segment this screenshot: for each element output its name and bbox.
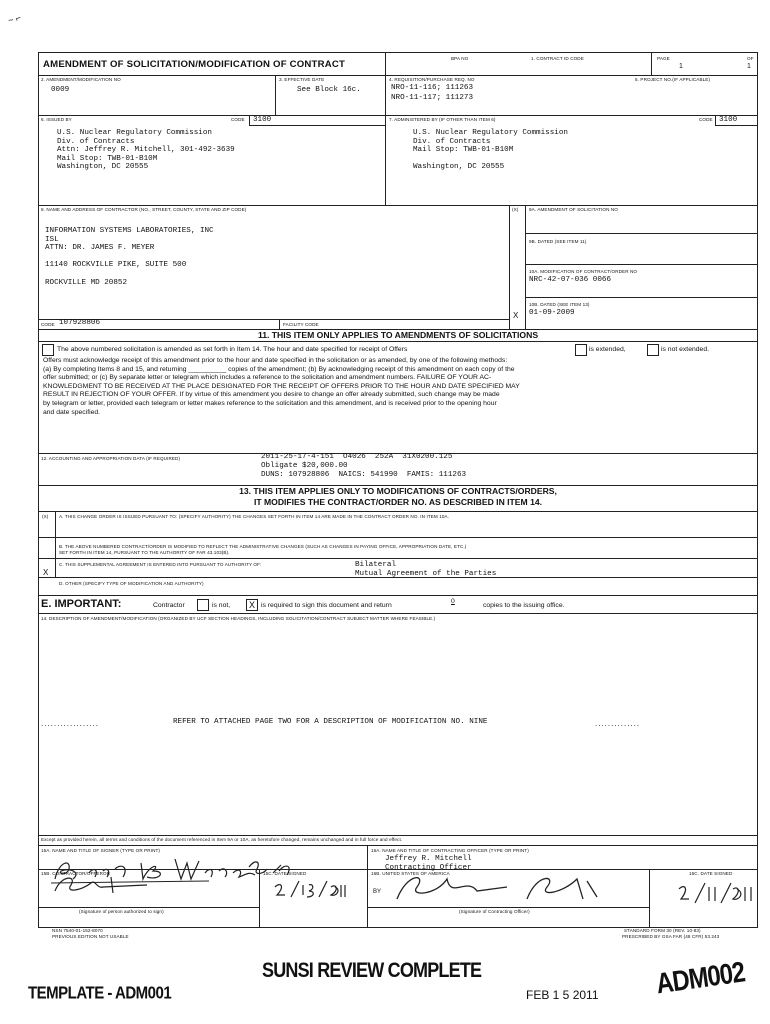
item13-c-value-1: Bilateral: [355, 561, 397, 569]
item13-c-text: C. THIS SUPPLEMENTAL AGREEMENT IS ENTERED INTO PURSUANT TO AUTHORITY OF:: [59, 562, 262, 567]
not-extended-checkbox[interactable]: [647, 344, 659, 356]
facility-code-label: FACILITY CODE: [283, 322, 319, 327]
page-total: 1: [747, 63, 751, 70]
item14-text: REFER TO ATTACHED PAGE TWO FOR A DESCRIPTION OF MODIFICATION NO. NINE: [173, 718, 488, 726]
officer-sig-caption: (Signature of Contracting Officer): [459, 909, 530, 914]
amendment-no-label: 2. AMENDMENT/MODIFICATION NO: [41, 77, 121, 82]
item14-dots-right: ..............: [595, 719, 641, 728]
signer-name-label: 15A. NAME AND TITLE OF SIGNER (TYPE OR PRINT): [41, 848, 161, 853]
not-extended-text: is not extended.: [661, 346, 709, 353]
accounting-line: Obligate $20,000.00: [261, 462, 348, 470]
accounting-line: 2011-25-17-4-151 O4026 252A 31X0200.125: [261, 453, 453, 461]
signer-date-value: [275, 903, 279, 904]
review-complete-stamp: SUNSI REVIEW COMPLETE: [262, 957, 482, 982]
contractor-signature: [51, 871, 171, 897]
item11-heading: 11. THIS ITEM ONLY APPLIES TO AMENDMENTS OF SOLICITATIONS: [257, 330, 539, 340]
issued-by-line: Attn: Jeffrey R. Mitchell, 301-492-3639: [57, 146, 235, 155]
item13-a-text: A. THIS CHANGE ORDER IS ISSUED PURSUANT TO: (SPECIFY AUTHORITY) THE CHANGES SET FORTH IN ITEM 14 ARE MADE IN THE CONTRACT ORDER NO. IN ITEM 10A.: [59, 514, 450, 519]
issued-by-line: Washington, DC 20555: [57, 163, 149, 172]
form-title: AMENDMENT OF SOLICITATION/MODIFICATION OF CONTRACT: [43, 59, 346, 70]
important-copies-count: 0: [451, 598, 455, 605]
mod-10a-label: 10A. MODIFICATION OF CONTRACT/ORDER NO: [529, 269, 638, 274]
nsn-text: NSN 7540-01-152-8070: [52, 928, 103, 933]
signer-date-handwriting: [271, 879, 351, 901]
important-contractor: Contractor: [153, 602, 185, 609]
contractor-line: ISL: [45, 235, 59, 244]
prescribed-text: PRESCRIBED BY GSA FAR (48 CFR) 53.243: [622, 934, 720, 939]
amend-sol-label: 9A. AMENDMENT OF SOLICITATION NO: [529, 207, 618, 212]
template-stamp: TEMPLATE - ADM001: [28, 983, 172, 1004]
of-label: OF: [747, 56, 754, 61]
standard-form-text: STANDARD FORM 30 (REV. 10-83): [624, 928, 701, 933]
issued-by-line: Mail Stop: TWB-01-B10M: [57, 154, 158, 163]
item13-heading-2: IT MODIFIES THE CONTRACT/ORDER NO. AS DESCRIBED IN ITEM 14.: [253, 497, 543, 507]
contractor-line: INFORMATION SYSTEMS LABORATORIES, INC: [45, 227, 214, 235]
requisition-line-2: NRO-11-117; 111273: [391, 94, 474, 102]
item11-checkbox[interactable]: [42, 344, 54, 356]
officer-name-line-1: Jeffrey R. Mitchell: [385, 855, 472, 863]
signer-title-value: [239, 873, 242, 874]
is-required-checkbox[interactable]: X: [246, 599, 258, 611]
issued-by-line: Div. of Contracts: [57, 137, 135, 146]
amendment-no-value: 0009: [51, 86, 70, 94]
sf30-form: [38, 52, 758, 928]
usa-label: 16B. UNITED STATES OF AMERICA: [371, 871, 450, 876]
x-mark-10a: X: [513, 311, 519, 320]
officer-name-line-2: Contracting Officer: [385, 864, 472, 872]
footer-note: Except as provided herein, all terms and conditions of the document referenced in Item 9A or 10A, as heretofore changed, remains unchanged and in full force and effect.: [41, 837, 403, 842]
mod-10a-value: NRC-42-07-036 0066: [529, 276, 612, 284]
item14-label: 14. DESCRIPTION OF AMENDMENT/MODIFICATION (ORGANIZED BY UCF SECTION HEADINGS, INCLUDING SOLICITATION/CONTRACT SUBJECT MATTER WHERE FEASIBLE.): [41, 616, 436, 621]
effective-date-label: 3. EFFECTIVE DATE: [279, 77, 325, 82]
important-is-not: is not,: [212, 602, 231, 609]
officer-name-label: 16A. NAME AND TITLE OF CONTRACTING OFFICER (TYPE OR PRINT): [371, 848, 529, 853]
item13-c-value-2: Mutual Agreement of the Parties: [355, 570, 497, 578]
item11-line: by telegram or letter, provided each telegram or letter makes reference to the solicitation and this amendment, and is received prior to the opening hour: [43, 400, 497, 407]
item11-line: RESULT IN REJECTION OF YOUR OFFER. If by virtue of this amendment you desire to change an offer already submitted, such change may be made: [43, 391, 500, 399]
scan-mark: ~ ⌐: [6, 12, 23, 26]
item11-line1: The above numbered solicitation is amended as set forth in Item 14. The hour and date specified for receipt of Offers: [57, 346, 408, 353]
administered-by-line: Div. of Contracts: [413, 137, 491, 146]
bpa-label: BPA NO: [451, 56, 469, 61]
item11-line: (a) By completing Items 8 and 15, and returning __________ copies of the amendment; (b) By acknowledging receipt of this amendment on each copy of the: [43, 365, 515, 373]
contractor-line: 11140 ROCKVILLE PIKE, SUITE 500: [45, 261, 187, 270]
officer-date-value: [679, 903, 683, 904]
item13-b-text-1: B. THE ABOVE NUMBERED CONTRACT/ORDER IS MODIFIED TO REFLECT THE ADMINISTRATIVE CHANGES (SUCH AS CHANGES IN PAYING OFFICE, APPROPRIATION DATE, ETC.): [59, 544, 467, 549]
project-no-label: 5. PROJECT NO.(IF APPLICABLE): [635, 77, 711, 82]
contractor-label: 8. NAME AND ADDRESS OF CONTRACTOR (NO., STREET, COUNTY, STATE AND ZIP CODE): [41, 207, 247, 212]
issued-by-line: U.S. Nuclear Regulatory Commission: [57, 129, 212, 137]
important-copies-tail: copies to the issuing office.: [483, 602, 565, 609]
contractor-sig-caption: (Signature of person authorized to sign): [79, 909, 164, 914]
item14-dots-left: ..................: [41, 719, 100, 728]
issued-code: 3100: [253, 116, 272, 124]
item13-heading-1: 13. THIS ITEM APPLIES ONLY TO MODIFICATIONS OF CONTRACTS/ORDERS,: [239, 486, 557, 496]
x-column-label: (X): [512, 207, 519, 212]
item11-line: Offers must acknowledge receipt of this amendment prior to the hour and date specified in the solicitation or as amended, by one of the following methods:: [43, 357, 508, 364]
item11-line: offer submitted; or (c) By separate letter or telegram which includes a reference to the solicitation and amendment numbers. FAILURE OF YOUR AC-: [43, 374, 492, 382]
item13-d-text: D. OTHER (SPECIFY TYPE OF MODIFICATION AND AUTHORITY): [59, 581, 204, 586]
administered-by-label: 7. ADMINISTERED BY (IF OTHER THAN ITEM 6): [389, 117, 496, 122]
item11-line: and date specified.: [43, 408, 101, 416]
contract-id-label: 1. CONTRACT ID CODE: [531, 56, 584, 61]
accounting-label: 12. ACCOUNTING AND APPROPRIATION DATA (IF REQUIRED): [41, 456, 181, 461]
by-label: BY: [373, 889, 382, 895]
requisition-line-1: NRO-11-116; 111263: [391, 84, 474, 92]
is-extended-text: is extended,: [589, 346, 626, 353]
requisition-label: 4. REQUISITION/PURCHASE REQ. NO: [389, 77, 475, 82]
officer-date-label: 16C. DATE SIGNED: [689, 871, 733, 876]
extended-checkbox[interactable]: [575, 344, 587, 356]
admin-code-label: CODE: [699, 117, 713, 122]
page-number: 1: [679, 63, 683, 70]
item13-b-text-2: SET FORTH IN ITEM 14, PURSUANT TO THE AUTHORITY OF FAR 43.103(B).: [59, 550, 230, 555]
dated-10b-label: 10B. DATED (SEE ITEM 13): [529, 302, 590, 307]
adm-stamp: ADM002: [654, 956, 747, 1001]
administered-by-line: Washington, DC 20555: [413, 163, 505, 172]
issued-by-label: 6. ISSUED BY: [41, 117, 72, 122]
officer-date-handwriting: [675, 881, 755, 907]
important-label: E. IMPORTANT:: [41, 598, 122, 610]
contractor-offeror-label: 15B. CONTRACTOR/OFFEROR: [41, 871, 111, 876]
item13-c-mark: X: [43, 568, 49, 577]
officer-signature: [387, 869, 617, 909]
signer-name-value: [59, 873, 67, 874]
accounting-line: DUNS: 107928806 NAICS: 541990 FAMIS: 111263: [261, 471, 467, 479]
contractor-line: ATTN: DR. JAMES F. MEYER: [45, 244, 155, 253]
administered-by-line: Mail Stop: TWB-01-B10M: [413, 146, 514, 155]
issued-code-label: CODE: [231, 117, 245, 122]
effective-date-value: See Block 16c.: [297, 86, 361, 94]
code-label: CODE: [41, 322, 55, 327]
dated-10b-value: 01-09-2009: [529, 309, 575, 317]
is-not-checkbox[interactable]: [197, 599, 209, 611]
important-is-required: is required to sign this document and return: [261, 602, 392, 609]
page-label: PAGE: [657, 56, 670, 61]
date-stamp: FEB 1 5 2011: [526, 988, 599, 1002]
contractor-line: ROCKVILLE MD 20852: [45, 278, 128, 287]
admin-code: 3100: [719, 116, 738, 124]
item11-line: KNOWLEDGMENT TO BE RECEIVED AT THE PLACE DESIGNATED FOR THE RECEIPT OF OFFERS PRIOR TO THE HOUR AND DATE SPECIFIED MAY: [43, 382, 520, 390]
dated-9b-label: 9B. DATED (SEE ITEM 11): [529, 239, 587, 244]
administered-by-line: U.S. Nuclear Regulatory Commission: [413, 129, 568, 137]
signer-date-label: 15C. DATE SIGNED: [263, 871, 307, 876]
item13-x-col: (X): [42, 514, 49, 519]
previous-edition-text: PREVIOUS EDITION NOT USABLE: [52, 934, 129, 939]
code-value: 107928806: [59, 319, 101, 327]
